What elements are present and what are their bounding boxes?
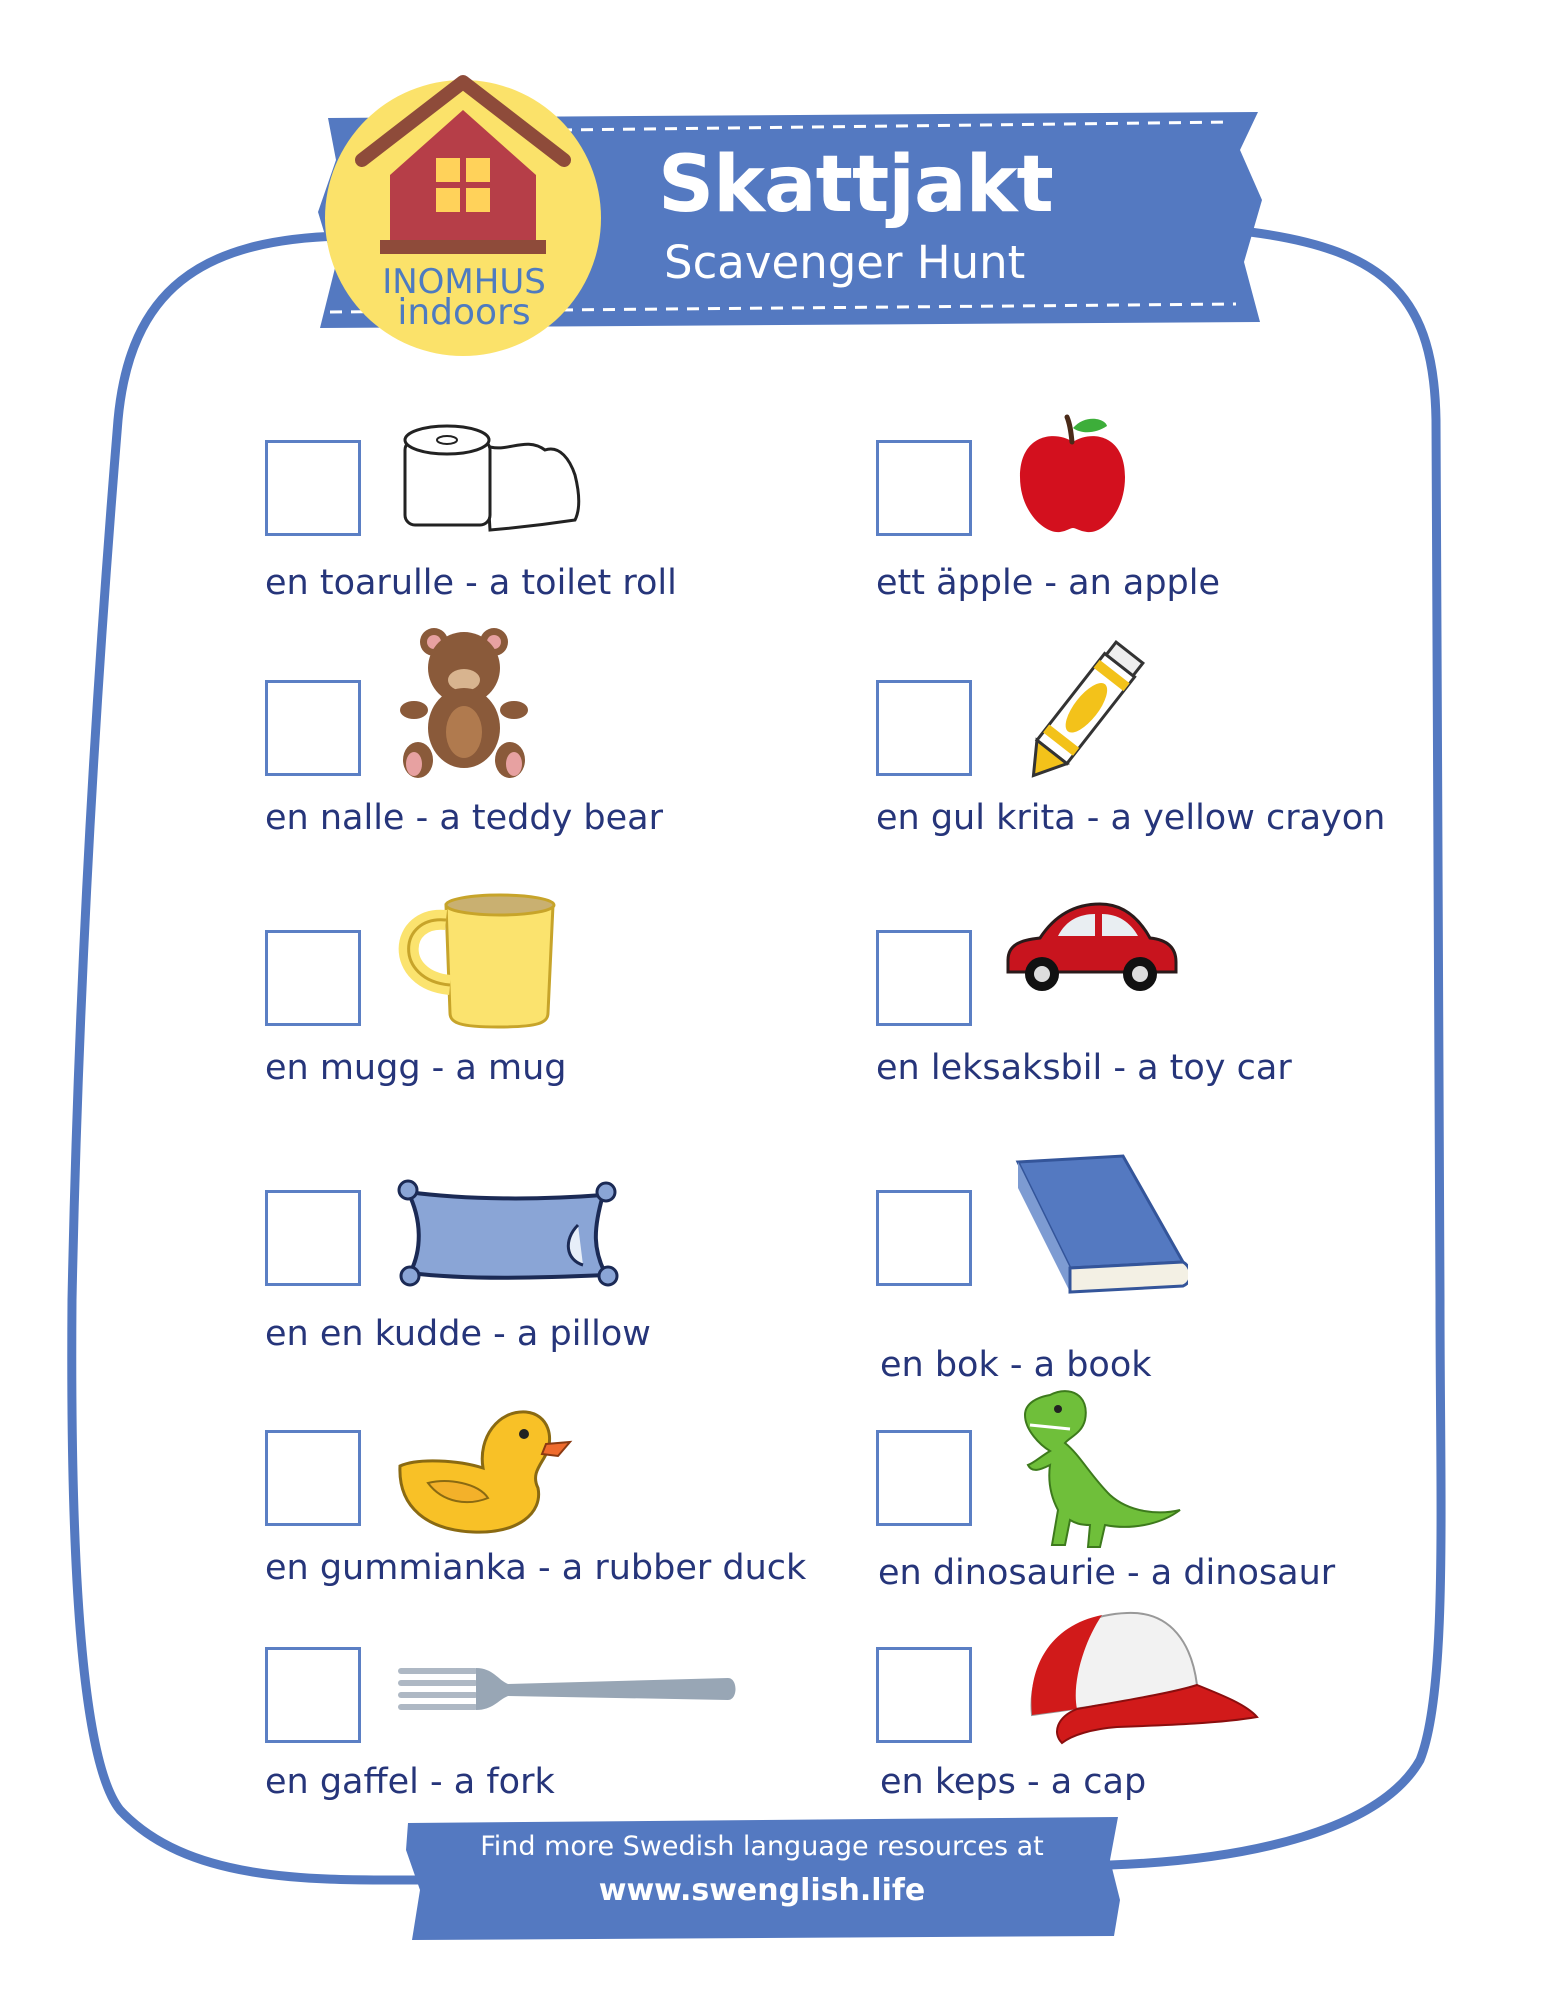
checkbox-dinosaur[interactable] [876,1430,972,1526]
page-title: Skattjakt [658,140,1053,230]
item-label-fork: en gaffel - a fork [265,1762,555,1802]
toy-car-icon [1000,890,1180,1000]
item-label-cap: en keps - a cap [880,1762,1147,1802]
logo-text-inomhus: INOMHUS [382,262,546,302]
item-label-dinosaur: en dinosaurie - a dinosaur [878,1553,1336,1593]
item-label-teddy-bear: en nalle - a teddy bear [265,798,664,838]
item-label-crayon: en gul krita - a yellow crayon [876,798,1386,838]
item-label-rubber-duck: en gummianka - a rubber duck [265,1548,807,1588]
footer-link[interactable]: www.swenglish.life [598,1873,926,1908]
checkbox-pillow[interactable] [265,1190,361,1286]
item-label-toy-car: en leksaksbil - a toy car [876,1048,1292,1088]
crayon-icon [1010,630,1165,785]
toilet-roll-icon [395,415,595,535]
checkbox-rubber-duck[interactable] [265,1430,361,1526]
checkbox-crayon[interactable] [876,680,972,776]
checkbox-mug[interactable] [265,930,361,1026]
cap-icon [1022,1605,1262,1755]
item-label-book: en bok - a book [880,1345,1152,1385]
mug-icon [388,885,563,1030]
item-label-pillow: en en kudde - a pillow [265,1314,651,1354]
item-label-apple: ett äpple - an apple [876,563,1221,603]
checkbox-teddy-bear[interactable] [265,680,361,776]
item-label-toilet-roll: en toarulle - a toilet roll [265,563,677,603]
teddy-bear-icon [396,620,536,785]
checkbox-toilet-roll[interactable] [265,440,361,536]
checkbox-book[interactable] [876,1190,972,1286]
checkbox-fork[interactable] [265,1647,361,1743]
logo-text-indoors: indoors [397,292,531,333]
item-label-mug: en mugg - a mug [265,1048,567,1088]
checkbox-toy-car[interactable] [876,930,972,1026]
page-subtitle: Scavenger Hunt [664,236,1026,289]
apple-icon [1015,412,1130,537]
rubber-duck-icon [388,1398,573,1538]
pillow-icon [388,1170,623,1290]
fork-icon [398,1660,738,1720]
dinosaur-icon [1010,1385,1185,1550]
footer-text: Find more Swedish language resources at [480,1831,1044,1862]
checkbox-cap[interactable] [876,1647,972,1743]
checkbox-apple[interactable] [876,440,972,536]
book-icon [1008,1150,1188,1300]
